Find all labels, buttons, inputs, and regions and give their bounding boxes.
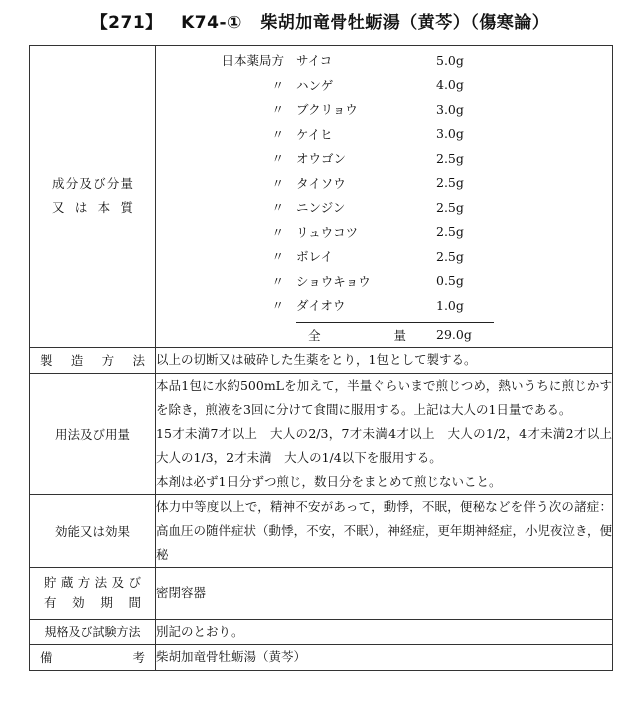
composition-label-char: 分 (106, 176, 120, 192)
composition-label-char: 分 (65, 176, 79, 192)
composition-row (30, 46, 613, 348)
composition-label-char: 質 (120, 200, 133, 216)
storage-label-char: 効 (72, 595, 85, 610)
usage-label: 用法及び用量 (30, 373, 156, 494)
ingredient-source: 〃 (271, 298, 284, 314)
total-amount: 29.0g (436, 327, 472, 342)
storage-label-char: び (128, 575, 141, 590)
total-label-char: 量 (393, 327, 406, 343)
ingredient-row (156, 244, 612, 269)
storage-label-char: 法 (94, 575, 108, 590)
total-label-char: 全 (308, 327, 321, 343)
ingredient-name: オウゴン (296, 151, 347, 167)
composition-label-char: 量 (120, 176, 133, 192)
composition-label-char: 又 (52, 200, 65, 216)
remarks-label (30, 644, 156, 670)
composition-label (30, 46, 156, 348)
ingredient-source: 〃 (271, 249, 284, 265)
composition-label-char: 成 (52, 176, 65, 192)
remarks-row (30, 644, 613, 670)
ingredient-source: 日本薬局方 (221, 53, 284, 69)
composition-label-line (30, 196, 155, 220)
ingredient-source: 〃 (271, 151, 284, 167)
manufacturing-row (30, 347, 613, 373)
ingredient-amount: 0.5g (436, 273, 464, 289)
ingredient-source: 〃 (271, 126, 284, 142)
ingredient-name: ニンジン (296, 200, 346, 216)
total-row (156, 323, 612, 347)
ingredient-amount: 2.5g (436, 175, 464, 191)
ingredient-row (156, 97, 612, 122)
ingredient-amount: 1.0g (436, 297, 464, 313)
ingredient-name: ボレイ (296, 249, 333, 265)
ingredient-amount: 2.5g (436, 199, 464, 215)
ingredient-name: タイソウ (296, 175, 346, 191)
storage-label-char: 間 (128, 595, 141, 610)
ingredient-row (156, 146, 612, 171)
ingredient-row (156, 220, 612, 245)
ingredient-name: リュウコツ (296, 224, 359, 240)
ingredient-name: ブクリョウ (296, 102, 358, 118)
storage-label-char: 期 (100, 595, 113, 610)
manufacturing-text: 以上の切断又は破砕した生薬をとり，1包として製する。 (156, 347, 613, 373)
total-label (296, 326, 436, 344)
standards-label: 規格及び試験方法 (30, 619, 156, 644)
ingredient-amount: 2.5g (436, 150, 464, 166)
ingredient-row (156, 122, 612, 147)
storage-label-line (30, 593, 155, 613)
ingredient-source: 〃 (271, 273, 284, 289)
ingredient-amount: 3.0g (436, 101, 464, 117)
manufacturing-label-char: 法 (132, 353, 145, 368)
standards-row (30, 619, 613, 644)
specification-table (29, 45, 625, 671)
storage-label-char: 及 (111, 575, 125, 590)
efficacy-text: 体力中等度以上で，精神不安があって，動悸，不眠，便秘などを伴う次の諸症：高血圧の随伴症状（動悸，不安，不眠），神経症，更年期神経症，小児夜泣き，便秘 (156, 494, 613, 567)
ingredient-name: ショウキョウ (296, 273, 371, 289)
ingredient-amount: 3.0g (436, 126, 464, 142)
title-number: 【271】 (90, 13, 163, 33)
composition-label-line (30, 172, 155, 196)
remarks-label-char: 備 (40, 650, 53, 665)
storage-label-char: 有 (44, 595, 57, 610)
storage-label-char: 蔵 (60, 575, 74, 590)
storage-label-char: 方 (77, 575, 91, 590)
ingredient-source: 〃 (271, 224, 284, 240)
ingredient-source: 〃 (271, 200, 284, 216)
remarks-label-char: 考 (132, 650, 145, 665)
ingredient-row (156, 171, 612, 196)
composition-label-char: 及 (79, 176, 92, 192)
ingredient-name: ダイオウ (296, 298, 346, 314)
ingredient-name: ケイヒ (296, 126, 333, 142)
ingredient-row (156, 48, 612, 73)
efficacy-row (30, 494, 613, 567)
ingredient-row (156, 195, 612, 220)
storage-text: 密閉容器 (156, 567, 613, 619)
efficacy-label: 効能又は効果 (30, 494, 156, 567)
ingredient-name: ハンゲ (296, 77, 334, 93)
usage-paragraph: 本剤は必ず1日分ずつ煎じ，数日分をまとめて煎じないこと。 (156, 473, 502, 489)
storage-label-char: 貯 (44, 575, 57, 590)
title-code: K74-① (181, 13, 242, 33)
manufacturing-label-char: 造 (70, 353, 84, 368)
ingredient-row (156, 73, 612, 98)
manufacturing-label-char: 製 (40, 353, 53, 368)
storage-label-line (30, 573, 155, 593)
storage-label (30, 567, 156, 619)
composition-label-char: は (74, 200, 88, 216)
usage-paragraph: 本品1包に水約500mLを加えて，半量ぐらいまで煎じつめ，熱いうちに煎じかすを除き，煎液を3回に分けて食間に服用する。上記は大人の1日量である。 (156, 377, 612, 417)
document-title (0, 8, 640, 33)
usage-row (30, 373, 613, 494)
ingredient-amount: 4.0g (436, 77, 464, 93)
composition-label-char: 本 (97, 200, 111, 216)
manufacturing-label (30, 347, 156, 373)
standards-text: 別記のとおり。 (156, 619, 613, 644)
ingredient-row (156, 269, 612, 294)
ingredient-amount: 5.0g (436, 52, 464, 68)
composition-value (156, 46, 613, 348)
ingredient-source: 〃 (271, 77, 284, 93)
usage-value (156, 373, 625, 494)
composition-label-char: び (93, 176, 106, 192)
usage-paragraph: 15才未満7才以上 大人の2/3，7才未満4才以上 大人の1/2，4才未満2才以上 大人の1/3，2才未満 大人の1/4以下を服用する。 (156, 425, 625, 465)
ingredient-row (156, 293, 612, 318)
ingredient-name: サイコ (296, 53, 333, 69)
remarks-text: 柴胡加竜骨牡蛎湯（黄芩） (156, 644, 613, 670)
storage-row (30, 567, 613, 619)
ingredient-amount: 2.5g (436, 248, 464, 264)
ingredient-source: 〃 (271, 175, 284, 191)
title-name: 柴胡加竜骨牡蛎湯（黄芩）（傷寒論） (260, 13, 550, 33)
manufacturing-label-char: 方 (101, 353, 115, 368)
ingredient-source: 〃 (271, 102, 284, 118)
ingredient-list (156, 46, 612, 322)
ingredient-amount: 2.5g (436, 224, 464, 240)
